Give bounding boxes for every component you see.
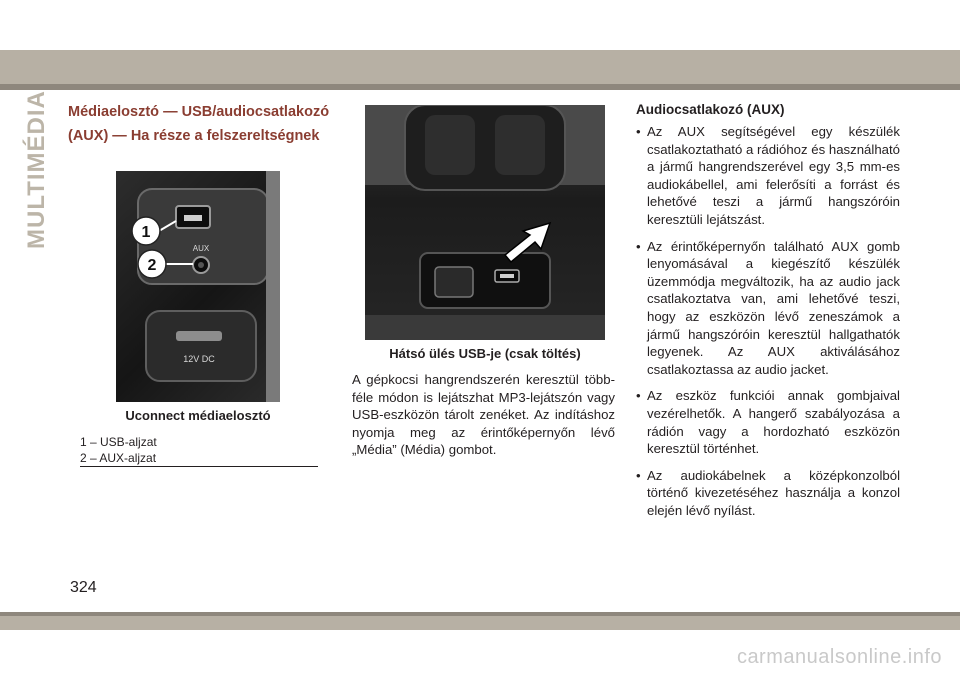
section-side-tab: [22, 90, 52, 250]
media-hub-photo: [116, 171, 280, 402]
aux-port-label: AUX: [192, 244, 210, 253]
aux-bullet: • Az eszköz funkciói annak gombjaival vezérelhetők. A hangerő szabályozása a rádión vagy a hordozható eszközön keresztül történhet.: [636, 388, 900, 457]
media-hub-illustration: [116, 171, 280, 402]
footer-bar: [0, 612, 960, 630]
callout-1: 1: [141, 224, 151, 241]
side-tab-label: MULTIMÉDIA: [23, 90, 50, 249]
rear-usb-illustration: [365, 105, 605, 340]
header-bar: [0, 50, 960, 90]
figure1-legend: [80, 434, 157, 466]
watermark: carmanualsonline.info: [736, 646, 942, 668]
body-paragraph: A gépkocsi hangrendszerén keresztül több-féle módon is lejátszhat MP3-lejátszón vagy USB-eszközön tárolt zenéket. Az indításhoz nyomja meg az érintőképernyőn lévő „Média” (Média) gombot.: [352, 372, 615, 458]
rear-usb-photo: [365, 105, 605, 340]
12v-port-label: 12V DC: [183, 354, 215, 364]
aux-bullet: • Az AUX segítségével egy készülék csatlakoztatható a rádióhoz és használható a jármű hangrendszerével egy 3,5 mm-es audiokábellel, ami felerősíti a forrást és lehetővé teszi a jármű hangszóróin keresztüli lejátszást.: [636, 124, 900, 227]
page-number: 324: [70, 579, 97, 596]
legend-item-1: 1 – USB-aljzat: [80, 435, 157, 449]
bullet-marker: •: [636, 124, 641, 139]
aux-bullet: • Az érintőképernyőn található AUX gomb lenyomásával a kiegészítő készülék üzemmódja megváltozik, ha az audio jack csatlakoztatva van, ami lehetővé teszi, hogy az eszközön lévő zeneszámok a jármű hangszóróin keresztül hallgathatók legyenek. Az AUX aktiválásához csatlakoztassa az audio jacket.: [636, 238, 900, 377]
figure1-caption: Uconnect médiaelosztó: [125, 408, 271, 423]
section-heading: Médiaelosztó — USB/audiocsatlakozó (AUX) — Ha része a felszereltségnek: [68, 104, 330, 144]
figure2-caption: Hátsó ülés USB-je (csak töltés): [389, 346, 581, 361]
bullet-marker: •: [636, 238, 641, 254]
bullet-marker: •: [636, 388, 641, 404]
aux-bullet-list: [636, 123, 900, 528]
legend-divider: [80, 466, 318, 467]
aux-heading: Audiocsatlakozó (AUX): [636, 102, 785, 117]
callout-2: 2: [147, 257, 157, 274]
aux-bullet: • Az audiokábelnek a középkonzolból történő kivezetéséhez használja a konzol elején lévő nyílást.: [636, 467, 900, 518]
bullet-marker: •: [636, 467, 641, 483]
legend-item-2: 2 – AUX-aljzat: [80, 451, 157, 465]
